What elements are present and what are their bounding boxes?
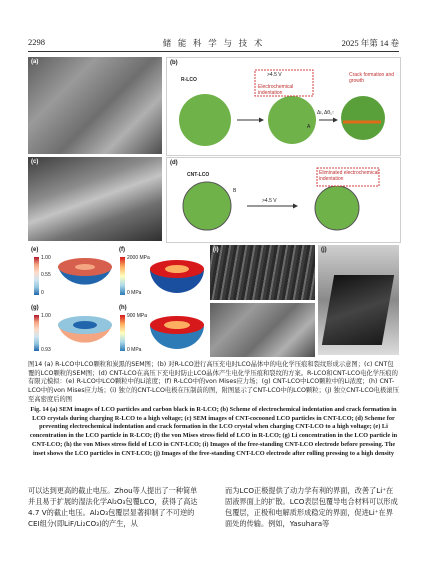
scheme-d-eliminated-label: Eliminated electrochemical indentation <box>319 170 379 182</box>
hemisphere-f <box>116 245 206 300</box>
panel-label-g: (g) <box>31 305 39 311</box>
panel-c-sem-image <box>28 157 162 241</box>
journal-title: 储 能 科 学 与 技 术 <box>162 39 265 49</box>
colorbar-g-top: 1.00 <box>41 313 51 319</box>
colorbar-g-bottom: 0.93 <box>41 347 51 353</box>
panel-d-scheme <box>166 157 401 243</box>
hemisphere-g <box>28 303 113 357</box>
colorbar-h-top: 900 MPa <box>127 313 148 319</box>
colorbar-f-top: 2000 MPa <box>127 255 150 261</box>
figure-caption-english: Fig. 14 (a) SEM images of LCO particles and carbon black in R-LCO; (b) Scheme of electrochemical indentation and crack formation in LCO crystals during charging R-LCO to a high voltage; (c) SEM images of CNT-cocooned LCO particles in CNT-LCO; (d) Scheme for preventing electrochemical indentation and crack formation in the LCO crystal when charging CNT-LCO to a high voltage; (e) Li concentration in the LCO particle in R-LCO; (f) the von Mises stress field of LCO in R-LCO; (g) Li concentration in the LCO particle in CNT-LCO; (h) the von Mises stress field of LCO in CNT-LCO; (i) Images of the free-standing CNT-LCO electrode before pressing. The inset shows the LCO particles in CNT-LCO; (j) Images of the free-standing CNT-LCO electrode after rolling pressing to a high density <box>29 406 398 457</box>
body-text-right-column: 而为LCO正极提供了动力学有利的界面，改善了Li⁺在固液界面上的扩散。LCO表层包覆导电合材料可以形成包覆层，正极和电解质形成稳定的界面，促进Li⁺在界面处的传输。例如，Yasuhara等 <box>225 486 398 528</box>
scheme-b-point-a: A <box>307 124 311 130</box>
panel-a-sem-image <box>28 57 162 154</box>
cnt-coated-particle <box>183 182 231 230</box>
scheme-b-arrow-label: Δι, Δθ₁↑ <box>317 110 335 116</box>
scheme-b-crack-label: Crack formation and growth <box>349 72 395 84</box>
panel-e-li-concentration <box>28 245 113 300</box>
panel-label-d: (d) <box>170 160 178 166</box>
issue-label: 2025 年第 14 卷 <box>341 38 399 48</box>
panel-g-li-concentration <box>28 303 113 357</box>
cnt-coated-particle <box>315 186 359 230</box>
scheme-d-voltage: >4.5 V <box>262 198 277 204</box>
colorbar-f-bottom: 0 MPa <box>127 290 142 296</box>
page-number: 2298 <box>28 37 45 47</box>
scheme-d-title: CNT-LCO <box>187 172 210 178</box>
colorbar-h-bottom: 0 MPa <box>127 347 142 353</box>
scheme-b-title: R-LCO <box>181 77 197 83</box>
panel-i-electrode-image <box>210 245 315 300</box>
panel-j-rolled-electrode <box>318 245 399 355</box>
panel-label-h: (h) <box>119 305 127 311</box>
lco-particle-sphere <box>179 94 231 146</box>
hemisphere-e <box>28 245 113 300</box>
panel-label-e: (e) <box>31 247 39 253</box>
body-text-left-column: 可以达到更高的截止电压。Zhou等人提出了一种简单并且易于扩展的湿法化学Al₂O₃包覆LCO，获得了高达4.7 V的截止电压。Al₂O₃包覆层显著抑制了不可逆的CEI组分(即LiF/Li₂CO₃)的产生，从 <box>28 486 198 528</box>
header-rule <box>28 51 399 52</box>
panel-label-i: (i) <box>213 247 219 253</box>
scheme-b-voltage: >4.5 V <box>267 72 282 78</box>
scheme-b-indentation-label: Electrochemical indentation <box>258 84 294 96</box>
lco-particle-sphere <box>341 96 385 140</box>
figure-caption-chinese: 图14 (a) R-LCO中LCO颗粒和炭黑的SEM图；(b) 对R-LCO进行高压充电时LCO晶体中的电化学压痕和裂纹形成示意图；(c) CNT包覆的LCO颗粒的SEM图；(d) CNT-LCO在高压下充电时防止LCO晶体产生电化学压痕和裂纹的方案。R-LCO和CNT-LCO电化学压痕的有限元模拟：(e) R-LCO中LCO颗粒中的Li浓度；(f) R-LCO中的von Mises应力场；(g) CNT-LCO中LCO颗粒中的Li浓度；(h) CNT-LCO中的von Mises应力场；(i) 独立的CNT-LCO电极在压制前的图，附图显示了CNT-LCO中的LCO颗粒；(j) 独立CNT-LCO电极滚压至高密度后的图 <box>28 361 399 403</box>
page-header <box>28 37 399 51</box>
panel-label-c: (c) <box>31 159 39 165</box>
panel-label-b: (b) <box>170 60 178 66</box>
panel-i-inset-sem <box>210 303 315 357</box>
lco-particle-sphere <box>268 96 316 144</box>
panel-b-scheme <box>166 57 401 156</box>
panel-h-von-mises <box>116 303 206 357</box>
hemisphere-h <box>116 303 206 357</box>
figure-14 <box>28 57 399 357</box>
colorbar-e-mid: 0.55 <box>41 272 51 278</box>
panel-label-f: (f) <box>119 247 125 253</box>
panel-f-von-mises <box>116 245 206 300</box>
colorbar-e-top: 1.00 <box>41 255 51 261</box>
panel-label-a: (a) <box>31 59 39 65</box>
colorbar-e-bottom: 0 <box>41 290 44 296</box>
scheme-d-point-b: B <box>233 188 237 194</box>
panel-label-j: (j) <box>321 247 327 253</box>
electrode-sheet <box>322 275 394 345</box>
